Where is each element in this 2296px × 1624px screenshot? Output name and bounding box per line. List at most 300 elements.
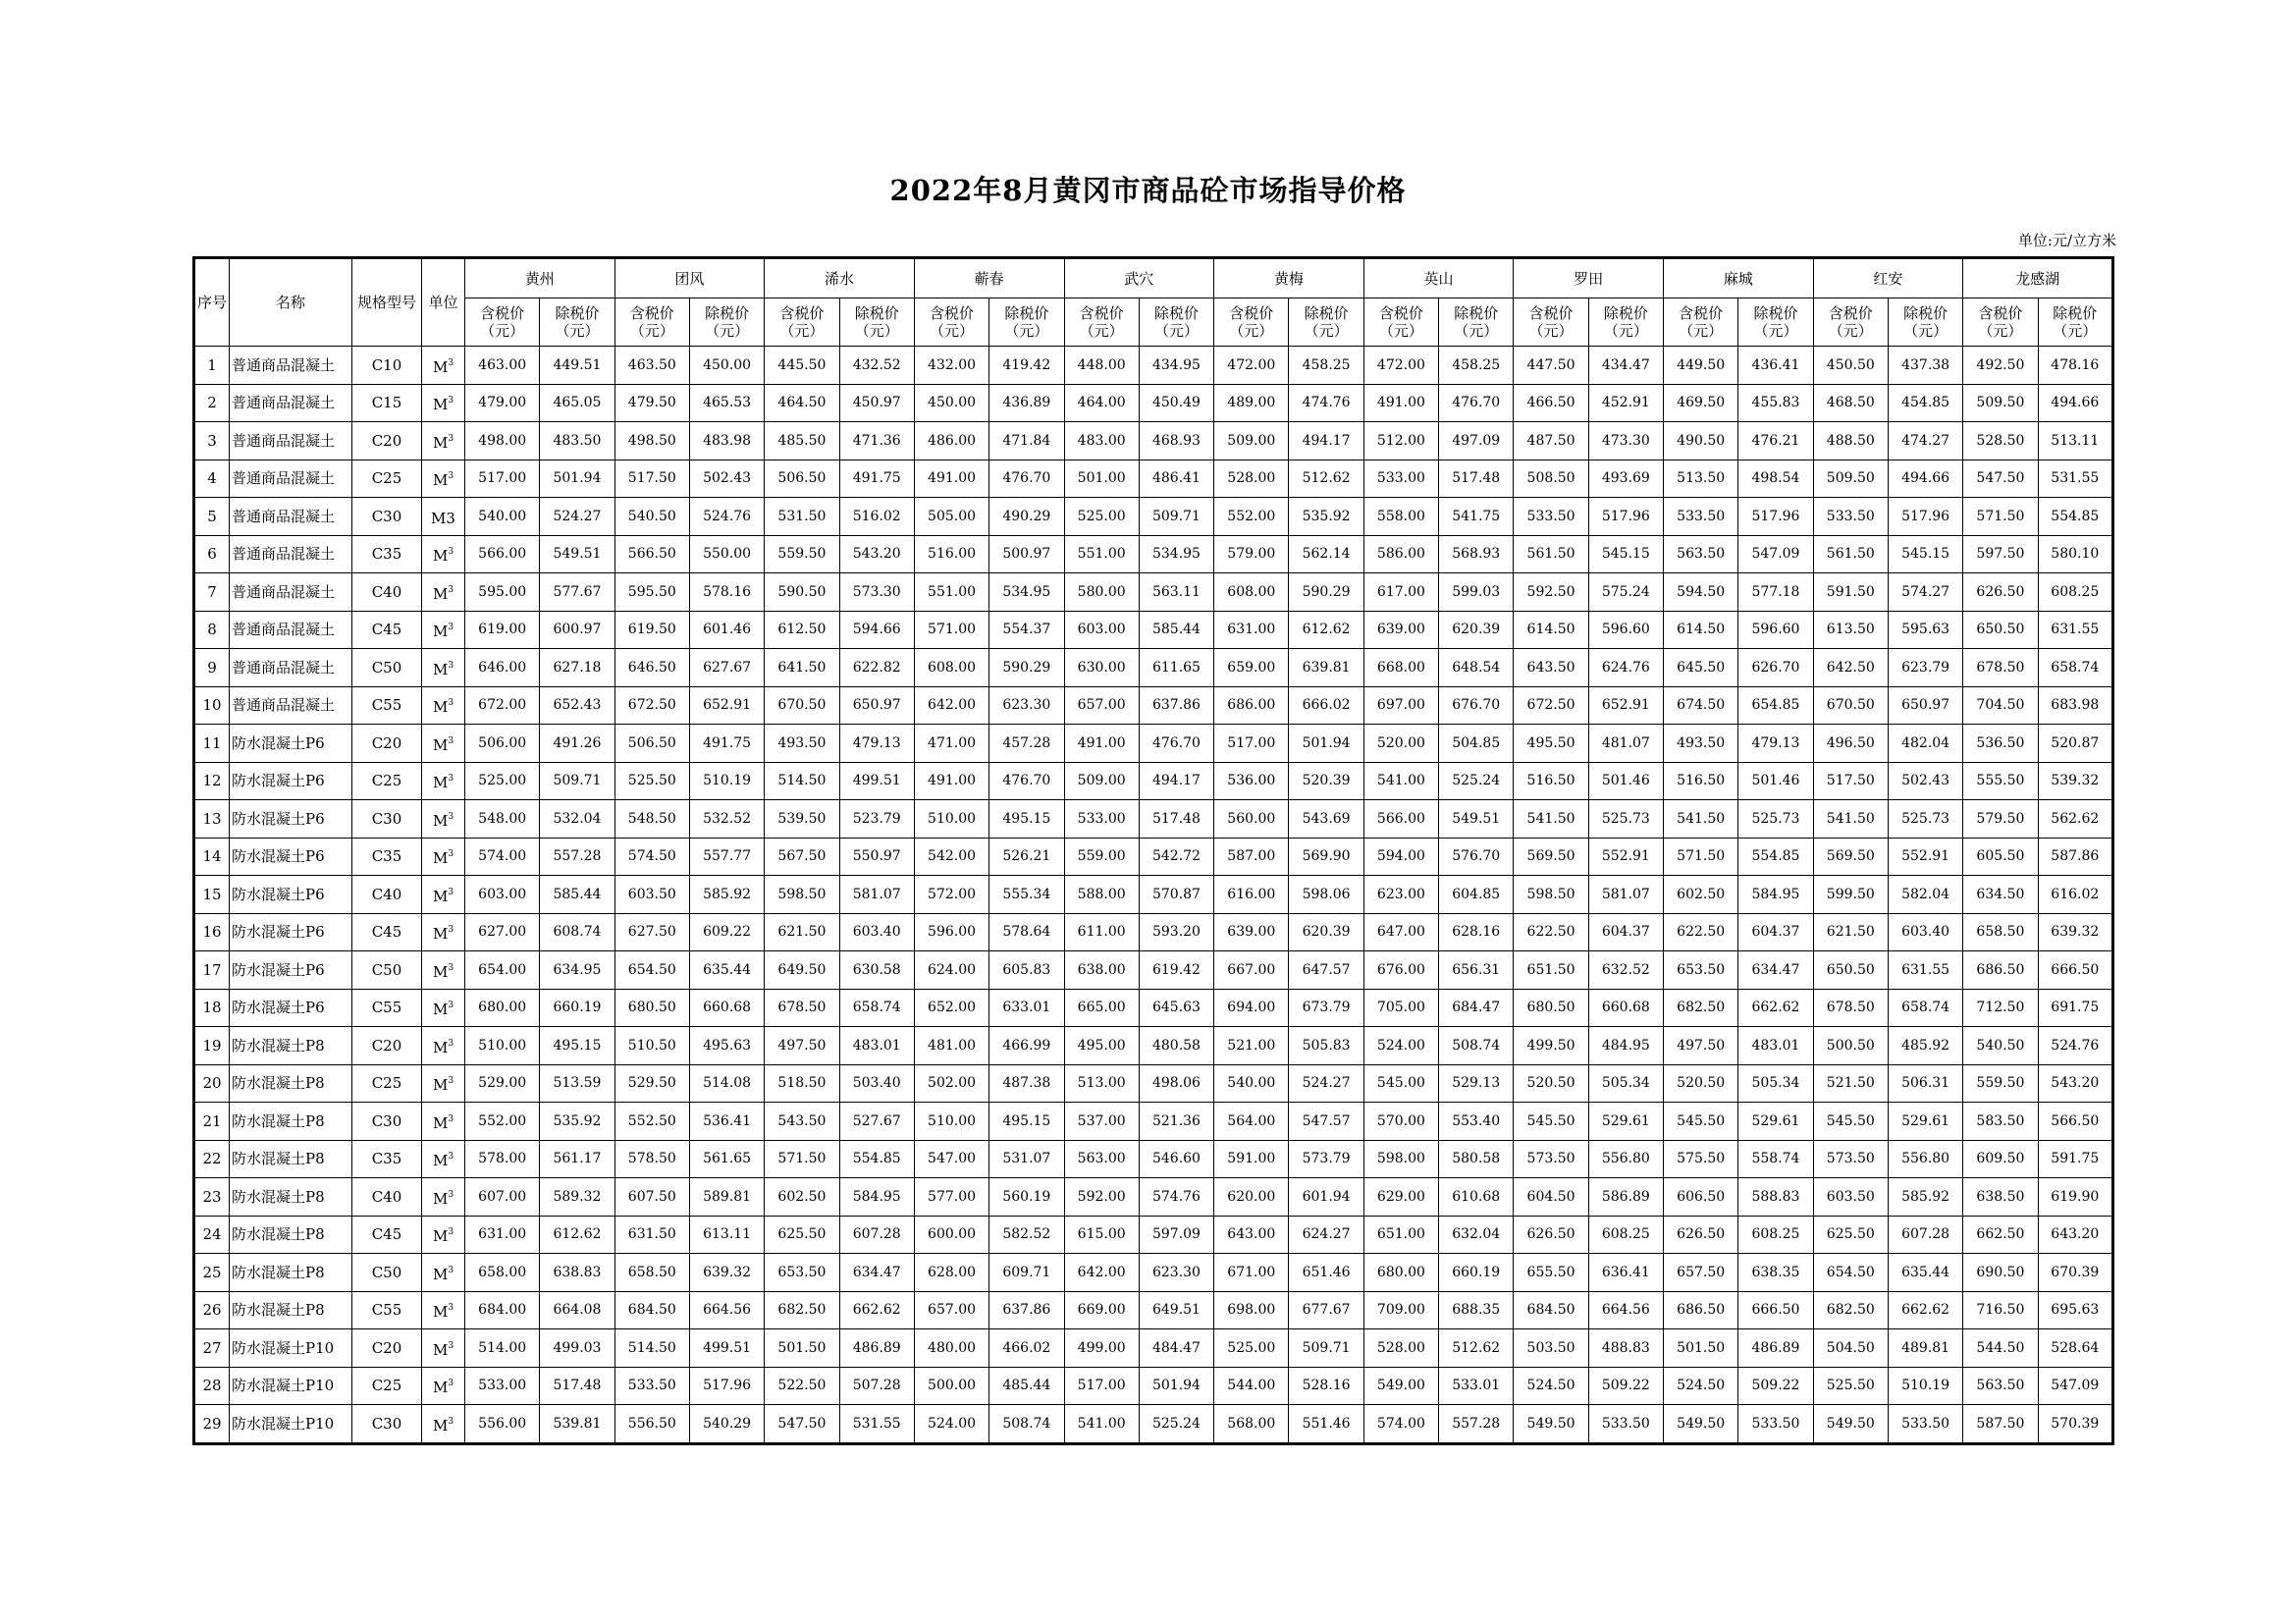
price-tax-inclusive-text: 620.00 xyxy=(1227,1188,1276,1205)
price-tax-exclusive xyxy=(2038,460,2112,498)
price-tax-inclusive-text: 643.50 xyxy=(1526,659,1575,676)
price-tax-exclusive xyxy=(2038,951,2112,990)
price-tax-inclusive-text: 501.00 xyxy=(1077,470,1126,487)
row-unit-text: M xyxy=(432,1265,449,1283)
price-tax-exclusive xyxy=(1289,1291,1363,1329)
price-tax-inclusive-text: 591.50 xyxy=(1826,583,1875,600)
price-tax-inclusive xyxy=(765,1103,839,1141)
price-tax-exclusive-text: 664.56 xyxy=(703,1302,752,1319)
price-tax-inclusive xyxy=(1064,762,1139,800)
row-spec xyxy=(352,1140,422,1178)
price-tax-inclusive-text: 524.00 xyxy=(1376,1037,1425,1054)
price-tax-inclusive xyxy=(1214,838,1289,876)
price-tax-exclusive-text: 499.51 xyxy=(703,1339,752,1356)
price-tax-inclusive-text: 545.50 xyxy=(1677,1112,1726,1129)
row-index-text: 11 xyxy=(202,733,222,752)
price-tax-inclusive-text: 686.00 xyxy=(1227,697,1276,714)
row-name-text: 普通商品混凝土 xyxy=(232,658,336,677)
price-tax-exclusive xyxy=(1139,1405,1213,1444)
price-tax-inclusive-text: 587.00 xyxy=(1227,848,1276,865)
price-tax-exclusive-text: 532.04 xyxy=(553,810,602,827)
row-unit-text: M xyxy=(432,471,449,490)
price-tax-inclusive xyxy=(1664,1367,1738,1405)
price-tax-inclusive-text: 509.00 xyxy=(1227,432,1276,449)
price-tax-exclusive xyxy=(689,686,764,725)
price-tax-inclusive-text: 669.00 xyxy=(1077,1302,1126,1319)
price-tax-exclusive xyxy=(689,1367,764,1405)
price-tax-exclusive xyxy=(1139,535,1213,573)
price-tax-inclusive-text: 571.50 xyxy=(1976,508,2025,524)
price-tax-exclusive-text: 568.93 xyxy=(1452,546,1501,563)
price-tax-exclusive xyxy=(1588,913,1663,951)
price-tax-exclusive xyxy=(839,1027,914,1065)
price-tax-inclusive xyxy=(765,347,839,385)
price-tax-inclusive-text: 605.50 xyxy=(1976,848,2025,865)
price-tax-inclusive xyxy=(1363,1216,1438,1254)
price-tax-inclusive xyxy=(1963,725,2038,763)
price-tax-inclusive xyxy=(1363,1103,1438,1141)
price-tax-inclusive xyxy=(1514,347,1588,385)
price-tax-inclusive-text: 672.00 xyxy=(478,697,527,714)
price-tax-inclusive-text: 624.00 xyxy=(928,961,977,978)
row-spec-text: C25 xyxy=(371,469,402,488)
price-tax-inclusive xyxy=(1363,725,1438,763)
row-name-text: 防水混凝土P6 xyxy=(232,733,325,752)
header-tax-exclusive: 除税价（元） xyxy=(839,298,914,347)
price-tax-exclusive xyxy=(1439,989,1514,1027)
price-tax-inclusive xyxy=(1064,1254,1139,1292)
price-tax-inclusive-text: 650.50 xyxy=(1826,961,1875,978)
price-tax-exclusive xyxy=(1439,535,1514,573)
price-tax-inclusive-text: 602.50 xyxy=(1677,886,1726,902)
price-tax-exclusive-text: 594.66 xyxy=(852,622,901,638)
price-tax-exclusive xyxy=(689,535,764,573)
price-tax-exclusive xyxy=(540,838,614,876)
price-tax-inclusive-text: 512.00 xyxy=(1376,432,1425,449)
price-tax-inclusive xyxy=(465,1178,540,1217)
row-spec-text: C45 xyxy=(371,621,402,639)
row-unit-text: M xyxy=(432,811,449,830)
price-tax-inclusive xyxy=(614,1329,689,1368)
price-tax-exclusive xyxy=(1738,762,1813,800)
price-tax-inclusive xyxy=(465,535,540,573)
row-unit-text: M xyxy=(432,698,449,717)
price-tax-exclusive xyxy=(1139,1291,1213,1329)
price-tax-inclusive-text: 647.00 xyxy=(1376,924,1425,941)
price-tax-exclusive-text: 457.28 xyxy=(1002,734,1051,751)
price-tax-inclusive xyxy=(1664,762,1738,800)
price-tax-exclusive-text: 608.74 xyxy=(553,924,602,941)
price-tax-inclusive xyxy=(1664,1103,1738,1141)
price-tax-exclusive-text: 637.86 xyxy=(1002,1302,1051,1319)
price-tax-exclusive xyxy=(540,1027,614,1065)
row-name xyxy=(230,989,352,1027)
price-tax-exclusive-text: 476.21 xyxy=(1751,432,1800,449)
price-tax-inclusive xyxy=(614,913,689,951)
price-tax-exclusive xyxy=(989,1329,1064,1368)
price-tax-inclusive-text: 528.50 xyxy=(1976,432,2025,449)
price-tax-exclusive xyxy=(2038,347,2112,385)
price-tax-exclusive xyxy=(1738,535,1813,573)
price-tax-exclusive xyxy=(1738,611,1813,649)
row-name-text: 防水混凝土P6 xyxy=(232,809,325,828)
price-tax-exclusive-text: 554.85 xyxy=(2051,508,2100,524)
price-tax-inclusive xyxy=(1963,913,2038,951)
row-index xyxy=(194,1405,230,1444)
row-unit-text: M xyxy=(432,547,449,566)
price-tax-exclusive xyxy=(1738,1178,1813,1217)
price-tax-exclusive xyxy=(540,1405,614,1444)
price-tax-inclusive-text: 670.50 xyxy=(777,697,827,714)
header-tax-exclusive: 除税价（元） xyxy=(689,298,764,347)
price-tax-exclusive-text: 486.89 xyxy=(1751,1339,1800,1356)
price-tax-inclusive-text: 510.50 xyxy=(627,1037,676,1054)
price-tax-exclusive xyxy=(1888,649,1962,687)
price-tax-inclusive-text: 574.00 xyxy=(478,848,527,865)
row-unit xyxy=(422,1405,465,1444)
table-row xyxy=(194,1140,2113,1178)
price-tax-inclusive-text: 655.50 xyxy=(1526,1264,1575,1280)
price-tax-inclusive xyxy=(614,460,689,498)
price-tax-inclusive xyxy=(1514,649,1588,687)
price-tax-exclusive-text: 603.40 xyxy=(852,924,901,941)
price-tax-exclusive-text: 520.87 xyxy=(2051,734,2100,751)
price-tax-inclusive xyxy=(765,649,839,687)
row-index-text: 8 xyxy=(207,621,217,639)
price-tax-exclusive xyxy=(1588,422,1663,460)
row-name-text: 防水混凝土P8 xyxy=(232,1074,325,1093)
row-name-text: 防水混凝土P10 xyxy=(232,1414,335,1433)
price-tax-exclusive xyxy=(1439,1140,1514,1178)
price-tax-exclusive xyxy=(1738,1291,1813,1329)
row-name xyxy=(230,573,352,612)
price-tax-exclusive-text: 635.44 xyxy=(703,961,752,978)
price-tax-exclusive-text: 584.95 xyxy=(852,1188,901,1205)
price-tax-exclusive-text: 619.42 xyxy=(1151,961,1201,978)
price-tax-exclusive xyxy=(1139,498,1213,536)
price-tax-inclusive-text: 533.50 xyxy=(1826,508,1875,524)
price-tax-exclusive xyxy=(2038,535,2112,573)
price-tax-inclusive xyxy=(1214,1216,1289,1254)
row-spec-text: C35 xyxy=(371,847,402,866)
price-tax-inclusive-text: 617.00 xyxy=(1376,583,1425,600)
price-tax-exclusive xyxy=(1888,876,1962,914)
row-unit xyxy=(422,1140,465,1178)
price-tax-exclusive xyxy=(1738,1329,1813,1368)
price-tax-inclusive xyxy=(1363,1329,1438,1368)
price-tax-exclusive-text: 631.55 xyxy=(2051,622,2100,638)
price-tax-inclusive xyxy=(465,762,540,800)
price-tax-exclusive xyxy=(1588,1103,1663,1141)
price-tax-inclusive-text: 514.00 xyxy=(478,1339,527,1356)
price-tax-inclusive xyxy=(765,1329,839,1368)
page-title: 2022年8月黄冈市商品砼市场指导价格 xyxy=(889,174,1407,207)
row-name xyxy=(230,1140,352,1178)
price-tax-inclusive-text: 638.00 xyxy=(1077,961,1126,978)
price-tax-exclusive-text: 634.95 xyxy=(553,961,602,978)
row-spec xyxy=(352,1405,422,1444)
price-tax-inclusive xyxy=(1064,989,1139,1027)
price-tax-exclusive-text: 622.82 xyxy=(852,659,901,676)
price-tax-exclusive-text: 590.29 xyxy=(1002,659,1051,676)
price-tax-inclusive-text: 563.00 xyxy=(1077,1151,1126,1167)
price-tax-inclusive xyxy=(1813,838,1888,876)
price-tax-exclusive-text: 543.20 xyxy=(852,546,901,563)
price-tax-exclusive-text: 581.07 xyxy=(852,886,901,902)
price-tax-exclusive xyxy=(1139,384,1213,422)
price-tax-inclusive xyxy=(1664,347,1738,385)
price-tax-inclusive-text: 552.00 xyxy=(478,1112,527,1129)
price-tax-exclusive xyxy=(1439,498,1514,536)
price-tax-exclusive xyxy=(1139,686,1213,725)
price-tax-inclusive-text: 603.50 xyxy=(1826,1188,1875,1205)
price-tax-exclusive-text: 517.96 xyxy=(1751,508,1800,524)
price-tax-exclusive xyxy=(1588,611,1663,649)
price-tax-inclusive xyxy=(1214,951,1289,990)
price-tax-exclusive-text: 529.61 xyxy=(1601,1112,1650,1129)
row-index-text: 16 xyxy=(202,923,222,942)
price-tax-inclusive xyxy=(614,1291,689,1329)
price-tax-inclusive-text: 694.00 xyxy=(1227,1000,1276,1016)
price-tax-exclusive xyxy=(1888,686,1962,725)
price-tax-exclusive-text: 485.44 xyxy=(1002,1378,1051,1394)
price-tax-exclusive xyxy=(1738,1367,1813,1405)
price-tax-inclusive-text: 564.00 xyxy=(1227,1112,1276,1129)
price-tax-exclusive xyxy=(1289,1027,1363,1065)
price-tax-inclusive xyxy=(1363,422,1438,460)
row-index-text: 14 xyxy=(202,847,222,866)
price-tax-exclusive xyxy=(1738,838,1813,876)
price-tax-inclusive xyxy=(765,1140,839,1178)
price-tax-exclusive-text: 632.52 xyxy=(1601,961,1650,978)
price-tax-inclusive xyxy=(765,1064,839,1103)
price-tax-inclusive xyxy=(1064,347,1139,385)
price-tax-inclusive-text: 566.00 xyxy=(1376,810,1425,827)
price-tax-inclusive-text: 528.00 xyxy=(1376,1339,1425,1356)
price-tax-inclusive xyxy=(465,384,540,422)
price-tax-exclusive xyxy=(1738,951,1813,990)
price-tax-inclusive-text: 674.50 xyxy=(1677,697,1726,714)
price-tax-inclusive-text: 447.50 xyxy=(1526,356,1575,373)
price-tax-exclusive xyxy=(689,498,764,536)
price-tax-exclusive xyxy=(689,1178,764,1217)
price-tax-inclusive xyxy=(914,1064,988,1103)
price-tax-exclusive-text: 535.92 xyxy=(1302,508,1351,524)
price-tax-exclusive xyxy=(1139,1064,1213,1103)
table-row xyxy=(194,347,2113,385)
price-tax-exclusive-text: 577.18 xyxy=(1751,583,1800,600)
price-tax-inclusive xyxy=(914,686,988,725)
price-tax-inclusive-text: 450.00 xyxy=(928,395,977,411)
price-tax-inclusive-text: 583.50 xyxy=(1976,1112,2025,1129)
row-name-text: 防水混凝土P8 xyxy=(232,1036,325,1055)
table-row xyxy=(194,1103,2113,1141)
price-tax-inclusive-text: 678.50 xyxy=(777,1000,827,1016)
price-tax-exclusive xyxy=(1588,498,1663,536)
header-tax-inclusive: 含税价（元） xyxy=(614,298,689,347)
row-spec xyxy=(352,1329,422,1368)
table-row xyxy=(194,913,2113,951)
price-tax-exclusive-text: 527.67 xyxy=(852,1112,901,1129)
price-tax-inclusive xyxy=(465,913,540,951)
price-tax-exclusive-text: 450.49 xyxy=(1151,395,1201,411)
price-tax-inclusive xyxy=(1963,1216,2038,1254)
price-tax-inclusive xyxy=(1813,989,1888,1027)
price-tax-exclusive xyxy=(2038,686,2112,725)
price-tax-inclusive-text: 561.50 xyxy=(1526,546,1575,563)
price-tax-inclusive-text: 517.50 xyxy=(1826,773,1875,789)
row-index-text: 5 xyxy=(207,507,217,525)
price-tax-inclusive-text: 497.50 xyxy=(1677,1037,1726,1054)
row-name xyxy=(230,535,352,573)
price-tax-exclusive-text: 476.70 xyxy=(1452,395,1501,411)
price-tax-exclusive-text: 524.76 xyxy=(2051,1037,2100,1054)
price-tax-exclusive-text: 660.68 xyxy=(703,1000,752,1016)
row-unit xyxy=(422,725,465,763)
price-tax-exclusive-text: 580.10 xyxy=(2051,546,2100,563)
table-row xyxy=(194,384,2113,422)
price-tax-inclusive xyxy=(1813,686,1888,725)
price-tax-exclusive-text: 664.08 xyxy=(553,1302,602,1319)
price-tax-inclusive-text: 626.50 xyxy=(1677,1226,1726,1243)
row-name xyxy=(230,422,352,460)
price-tax-inclusive xyxy=(1064,1027,1139,1065)
row-name-text: 普通商品混凝土 xyxy=(232,507,336,525)
price-tax-exclusive xyxy=(1289,611,1363,649)
price-tax-inclusive xyxy=(1214,498,1289,536)
price-tax-exclusive-text: 476.70 xyxy=(1151,734,1201,751)
price-tax-exclusive xyxy=(1888,535,1962,573)
price-tax-exclusive-text: 643.20 xyxy=(2051,1226,2100,1243)
price-tax-exclusive-text: 677.67 xyxy=(1302,1302,1351,1319)
row-name xyxy=(230,1254,352,1292)
price-tax-inclusive xyxy=(1214,1329,1289,1368)
price-tax-inclusive-text: 540.50 xyxy=(627,508,676,524)
price-tax-exclusive-text: 432.52 xyxy=(852,356,901,373)
price-tax-exclusive xyxy=(989,762,1064,800)
row-index xyxy=(194,1103,230,1141)
price-tax-exclusive-text: 483.50 xyxy=(553,432,602,449)
row-index xyxy=(194,838,230,876)
header-tax-exclusive: 除税价（元） xyxy=(1738,298,1813,347)
price-tax-exclusive-text: 534.95 xyxy=(1002,583,1051,600)
table-row xyxy=(194,989,2113,1027)
price-tax-inclusive-text: 479.00 xyxy=(478,395,527,411)
price-tax-inclusive xyxy=(1214,1178,1289,1217)
row-index xyxy=(194,535,230,573)
price-tax-inclusive xyxy=(1363,1178,1438,1217)
price-tax-inclusive-text: 517.00 xyxy=(1077,1378,1126,1394)
price-tax-inclusive xyxy=(465,1103,540,1141)
price-tax-inclusive xyxy=(1514,460,1588,498)
price-tax-exclusive xyxy=(1439,347,1514,385)
price-tax-exclusive-text: 551.46 xyxy=(1302,1415,1351,1432)
price-tax-inclusive xyxy=(1064,1367,1139,1405)
row-index xyxy=(194,1291,230,1329)
price-tax-exclusive-text: 502.43 xyxy=(1901,773,1950,789)
price-tax-exclusive-text: 624.27 xyxy=(1302,1226,1351,1243)
unit-superscript: 3 xyxy=(448,849,454,860)
row-unit-text: M xyxy=(432,1416,449,1435)
price-tax-inclusive-text: 634.50 xyxy=(1976,886,2025,902)
price-tax-inclusive xyxy=(914,649,988,687)
row-unit-text: M3 xyxy=(431,509,455,527)
price-tax-inclusive xyxy=(914,1027,988,1065)
price-tax-inclusive xyxy=(1963,347,2038,385)
price-tax-exclusive-text: 578.64 xyxy=(1002,924,1051,941)
price-tax-exclusive-text: 575.24 xyxy=(1601,583,1650,600)
price-tax-exclusive-text: 645.63 xyxy=(1151,1000,1201,1016)
price-tax-exclusive xyxy=(1439,422,1514,460)
row-name-text: 防水混凝土P6 xyxy=(232,923,325,942)
price-tax-inclusive-text: 616.00 xyxy=(1227,886,1276,902)
price-tax-exclusive-text: 483.01 xyxy=(852,1037,901,1054)
price-tax-inclusive xyxy=(614,535,689,573)
price-tax-inclusive-text: 588.00 xyxy=(1077,886,1126,902)
row-index xyxy=(194,1178,230,1217)
row-name xyxy=(230,1405,352,1444)
price-tax-inclusive xyxy=(914,1254,988,1292)
price-tax-exclusive xyxy=(1888,347,1962,385)
price-tax-exclusive xyxy=(839,725,914,763)
header-region: 浠水 xyxy=(765,258,915,298)
price-tax-inclusive-text: 541.00 xyxy=(1077,1415,1126,1432)
price-tax-exclusive xyxy=(540,1254,614,1292)
price-tax-inclusive-text: 598.50 xyxy=(777,886,827,902)
price-tax-inclusive xyxy=(1514,838,1588,876)
price-tax-exclusive-text: 670.39 xyxy=(2051,1264,2100,1280)
price-tax-exclusive-text: 505.34 xyxy=(1601,1075,1650,1092)
unit-superscript: 3 xyxy=(448,623,454,633)
price-tax-exclusive xyxy=(1289,725,1363,763)
price-tax-exclusive xyxy=(1588,1140,1663,1178)
row-spec xyxy=(352,1178,422,1217)
price-tax-exclusive xyxy=(839,1329,914,1368)
price-tax-exclusive xyxy=(1139,762,1213,800)
price-tax-inclusive xyxy=(1064,725,1139,763)
price-tax-inclusive xyxy=(1963,1254,2038,1292)
price-tax-exclusive-text: 635.44 xyxy=(1901,1264,1950,1280)
price-tax-exclusive-text: 585.44 xyxy=(553,886,602,902)
price-tax-exclusive-text: 535.92 xyxy=(553,1112,602,1129)
price-tax-inclusive xyxy=(1664,498,1738,536)
price-tax-exclusive-text: 480.58 xyxy=(1151,1037,1201,1054)
price-tax-exclusive-text: 471.36 xyxy=(852,432,901,449)
price-tax-exclusive-text: 466.99 xyxy=(1002,1037,1051,1054)
price-tax-inclusive-text: 686.50 xyxy=(1677,1302,1726,1319)
price-tax-exclusive-text: 673.79 xyxy=(1302,1000,1351,1016)
price-tax-inclusive xyxy=(765,460,839,498)
price-tax-exclusive-text: 610.68 xyxy=(1452,1188,1501,1205)
price-tax-inclusive-text: 491.00 xyxy=(928,470,977,487)
row-name-text: 防水混凝土P8 xyxy=(232,1301,325,1320)
price-tax-exclusive xyxy=(1139,1367,1213,1405)
header-name: 名称 xyxy=(230,258,352,347)
price-tax-inclusive-text: 432.00 xyxy=(928,356,977,373)
row-index xyxy=(194,951,230,990)
header-tax-inclusive: 含税价（元） xyxy=(1214,298,1289,347)
row-spec-text: C40 xyxy=(371,582,402,601)
price-tax-inclusive-text: 559.00 xyxy=(1077,848,1126,865)
unit-superscript: 3 xyxy=(448,925,454,936)
price-tax-exclusive-text: 596.60 xyxy=(1751,622,1800,638)
price-tax-exclusive xyxy=(1888,762,1962,800)
price-tax-exclusive-text: 546.60 xyxy=(1151,1151,1201,1167)
price-tax-exclusive-text: 474.27 xyxy=(1901,432,1950,449)
price-tax-exclusive xyxy=(1588,535,1663,573)
price-tax-exclusive-text: 525.24 xyxy=(1452,773,1501,789)
price-tax-inclusive xyxy=(1514,1178,1588,1217)
